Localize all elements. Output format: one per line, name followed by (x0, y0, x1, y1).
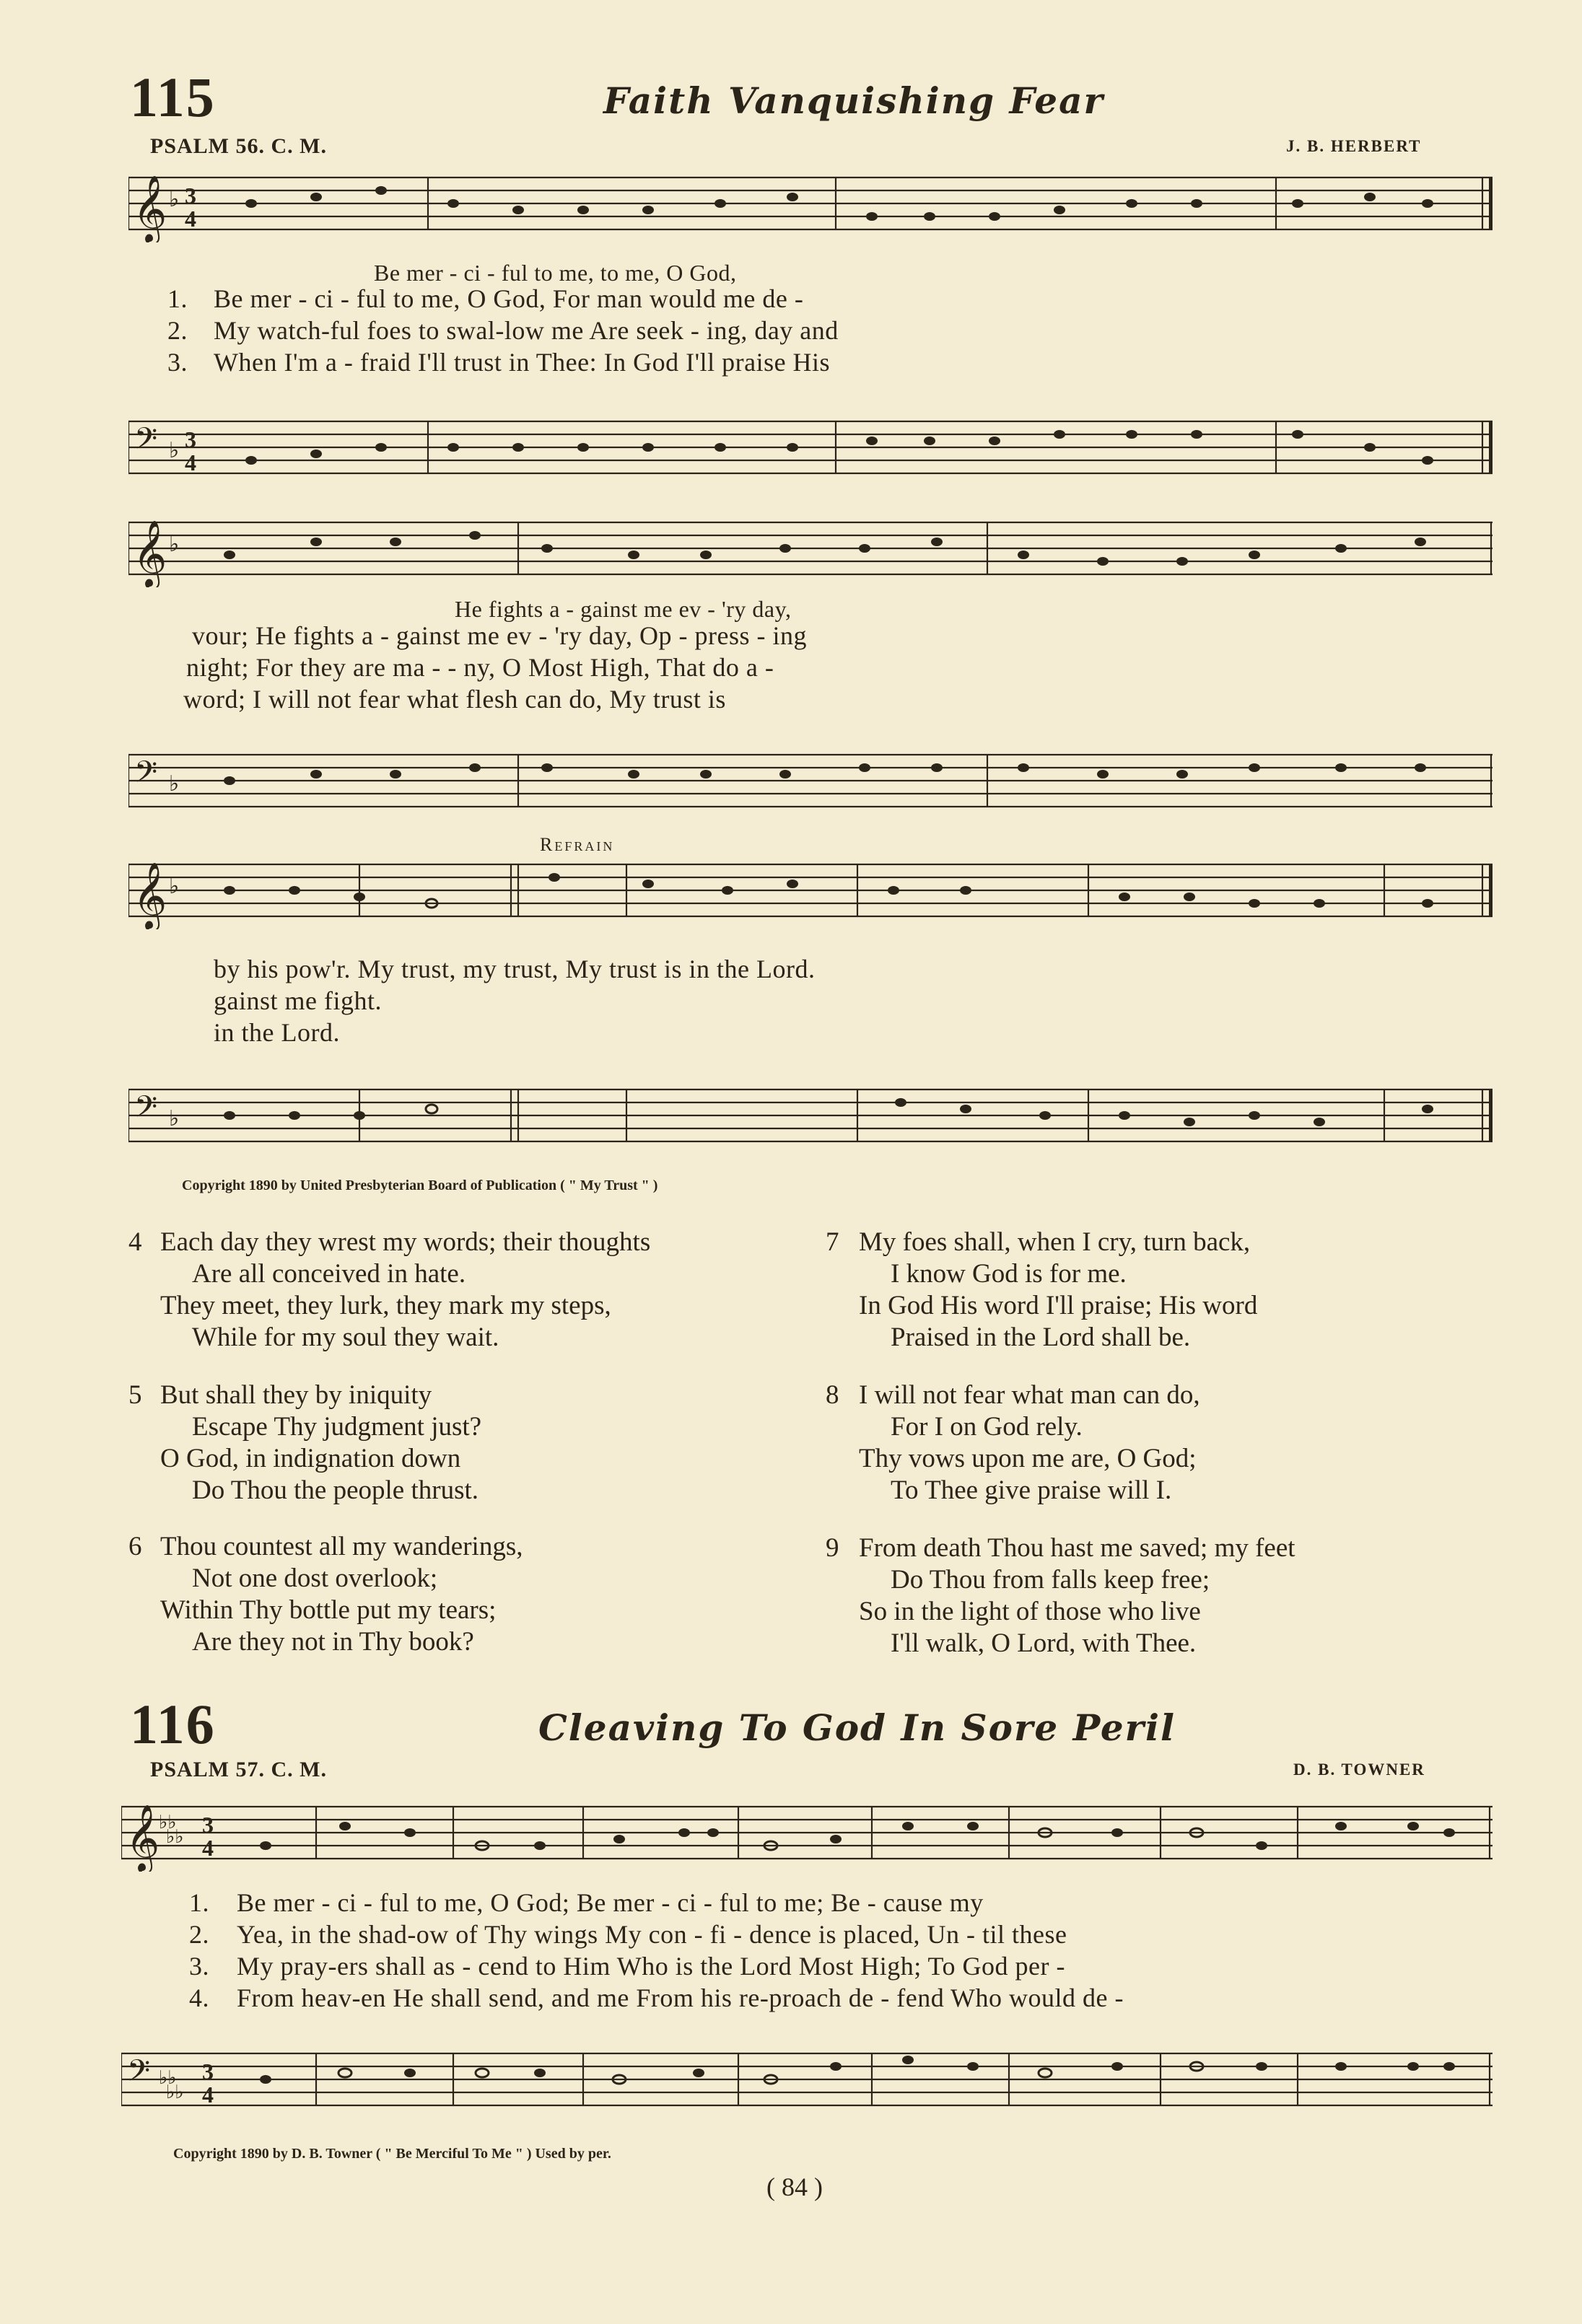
svg-text:𝄞: 𝄞 (133, 861, 167, 929)
stanza-line: I will not fear what man can do, (859, 1380, 1200, 1410)
svg-text:♭: ♭ (169, 874, 180, 899)
hymn-115-number: 115 (130, 66, 216, 128)
svg-text:𝄞: 𝄞 (133, 175, 167, 242)
stanza-line: Not one dost overlook; (192, 1564, 438, 1593)
hymn-116-title: Cleaving To God In Sore Peril (538, 1706, 1176, 1749)
hymn-116-copyright: Copyright 1890 by D. B. Towner ( " Be Merciful To Me " ) Used by per. (173, 2146, 611, 2162)
staff-treble-116 (121, 1799, 1493, 1872)
stanza-line: Thou countest all my wanderings, (160, 1532, 523, 1561)
verse-marker-3: 3. (189, 1952, 209, 1981)
svg-text:4: 4 (185, 206, 196, 232)
svg-text:4: 4 (202, 2082, 214, 2108)
svg-text:♭♭: ♭♭ (166, 2082, 184, 2103)
stanza-line: For I on God rely. (891, 1412, 1083, 1442)
staff-bass-115-3 (128, 1082, 1493, 1154)
stanza-line: From death Thou hast me saved; my feet (859, 1533, 1295, 1563)
stanza-number: 7 (826, 1227, 839, 1257)
svg-text:♭: ♭ (169, 771, 180, 797)
stanza-number: 8 (826, 1380, 839, 1410)
svg-text:♭♭: ♭♭ (159, 1812, 177, 1833)
hymn-116-psalm: PSALM 57. C. M. (150, 1758, 327, 1781)
hymn-116-number: 116 (130, 1693, 216, 1755)
hymn-115-copyright: Copyright 1890 by United Presbyterian Board of Publication ( " My Trust " ) (182, 1178, 658, 1193)
hymn-115-system3-line-3: in the Lord. (214, 1018, 340, 1047)
svg-text:♭: ♭ (169, 187, 180, 212)
hymn-115-system2-upper-lyric: He fights a - gainst me ev - 'ry day, (455, 596, 792, 622)
stanza-line: Praised in the Lord shall be. (891, 1323, 1191, 1352)
stanza-line: So in the light of those who live (859, 1597, 1201, 1626)
hymn-115-composer: J. B. HERBERT (1286, 137, 1422, 155)
hymn-115-system1-line-3: When I'm a - fraid I'll trust in Thee: In God I'll praise His (214, 348, 831, 377)
hymn-116-composer: D. B. TOWNER (1293, 1760, 1425, 1779)
stanza-line: Within Thy bottle put my tears; (160, 1595, 497, 1625)
stanza-line: But shall they by iniquity (160, 1380, 432, 1410)
hymn-115-title: Faith Vanquishing Fear (603, 79, 1104, 122)
stanza-line: I know God is for me. (891, 1259, 1127, 1289)
hymn-115-system1-line-2: My watch-ful foes to swal-low me Are seek - ing, day and (214, 316, 839, 345)
hymn-115-psalm: PSALM 56. C. M. (150, 134, 327, 158)
stanza-number: 9 (826, 1533, 839, 1563)
hymn-115-system2-line-1: vour; He fights a - gainst me ev - 'ry day, Op - press - ing (192, 621, 807, 650)
svg-text:𝄢: 𝄢 (134, 1089, 158, 1131)
svg-text:3: 3 (185, 183, 196, 209)
stanza-line: To Thee give praise will I. (891, 1475, 1172, 1505)
stanza-number: 5 (128, 1380, 142, 1410)
svg-text:♭♭: ♭♭ (159, 2067, 177, 2089)
stanza-line: They meet, they lurk, they mark my steps, (160, 1291, 611, 1320)
stanza-line: Are they not in Thy book? (192, 1627, 474, 1657)
verse-marker-4: 4. (189, 1983, 209, 2012)
stanza-line: O God, in indignation down (160, 1444, 461, 1473)
svg-text:𝄢: 𝄢 (134, 755, 158, 797)
hymn-116-line-1: Be mer - ci - ful to me, O God; Be mer - ci - ful to me; Be - cause my (237, 1888, 984, 1917)
svg-text:3: 3 (185, 426, 196, 452)
stanza-number: 6 (128, 1532, 142, 1561)
svg-text:♭♭: ♭♭ (166, 1826, 184, 1848)
hymn-115-system2-line-2: night; For they are ma - - ny, O Most High, That do a - (186, 653, 774, 682)
staff-treble-115-2 (128, 515, 1493, 587)
svg-text:3: 3 (202, 2058, 214, 2084)
verse-marker-2: 2. (189, 1920, 209, 1949)
hymn-115-system2-line-3: word; I will not fear what flesh can do, My trust is (183, 685, 726, 714)
svg-text:♭: ♭ (169, 532, 180, 557)
hymn-115-system1-upper-lyric: Be mer - ci - ful to me, to me, O God, (374, 260, 737, 286)
hymn-115-system1-line-1: Be mer - ci - ful to me, O God, For man would me de - (214, 284, 804, 313)
hymn-116-line-2: Yea, in the shad-ow of Thy wings My con - fi - dence is placed, Un - til these (237, 1920, 1067, 1949)
staff-bass-115-2 (128, 747, 1493, 820)
hymn-116-line-3: My pray-ers shall as - cend to Him Who is the Lord Most High; To God per - (237, 1952, 1065, 1981)
staff-bass-115-1 (128, 414, 1493, 486)
stanza-line: My foes shall, when I cry, turn back, (859, 1227, 1251, 1257)
svg-text:𝄞: 𝄞 (126, 1804, 160, 1871)
page-number: ( 84 ) (766, 2172, 823, 2201)
stanza-line: Thy vows upon me are, O God; (859, 1444, 1197, 1473)
svg-text:4: 4 (185, 450, 196, 475)
stanza-line: Are all conceived in hate. (192, 1259, 466, 1289)
stanza-line: Escape Thy judgment just? (192, 1412, 482, 1442)
staff-bass-116 (121, 2046, 1493, 2118)
hymn-115-system3-line-2: gainst me fight. (214, 986, 382, 1015)
stanza-number: 4 (128, 1227, 142, 1257)
hymn-115-system3-line-1: by his pow'r. My trust, my trust, My trust is in the Lord. (214, 955, 816, 983)
svg-text:♭: ♭ (169, 438, 180, 463)
stanza-line: Do Thou the people thrust. (192, 1475, 479, 1505)
stanza-line: Each day they wrest my words; their thoughts (160, 1227, 651, 1257)
svg-text:3: 3 (202, 1812, 214, 1838)
svg-text:4: 4 (202, 1835, 214, 1861)
svg-text:♭: ♭ (169, 1106, 180, 1131)
verse-marker-2: 2. (167, 316, 188, 345)
verse-marker-1: 1. (167, 284, 188, 313)
stanza-line: Do Thou from falls keep free; (891, 1565, 1210, 1595)
verse-marker-1: 1. (189, 1888, 209, 1917)
svg-text:𝄢: 𝄢 (127, 2053, 151, 2095)
svg-text:𝄞: 𝄞 (133, 519, 167, 587)
stanza-line: While for my soul they wait. (192, 1323, 499, 1352)
svg-text:𝄢: 𝄢 (134, 421, 158, 463)
staff-treble-115-1 (128, 170, 1493, 242)
stanza-line: I'll walk, O Lord, with Thee. (891, 1628, 1197, 1658)
refrain-label: Refrain (540, 834, 615, 855)
verse-marker-3: 3. (167, 348, 188, 377)
stanza-line: In God His word I'll praise; His word (859, 1291, 1258, 1320)
hymn-116-line-4: From heav-en He shall send, and me From his re-proach de - fend Who would de - (237, 1983, 1124, 2012)
staff-treble-115-3 (128, 857, 1493, 929)
